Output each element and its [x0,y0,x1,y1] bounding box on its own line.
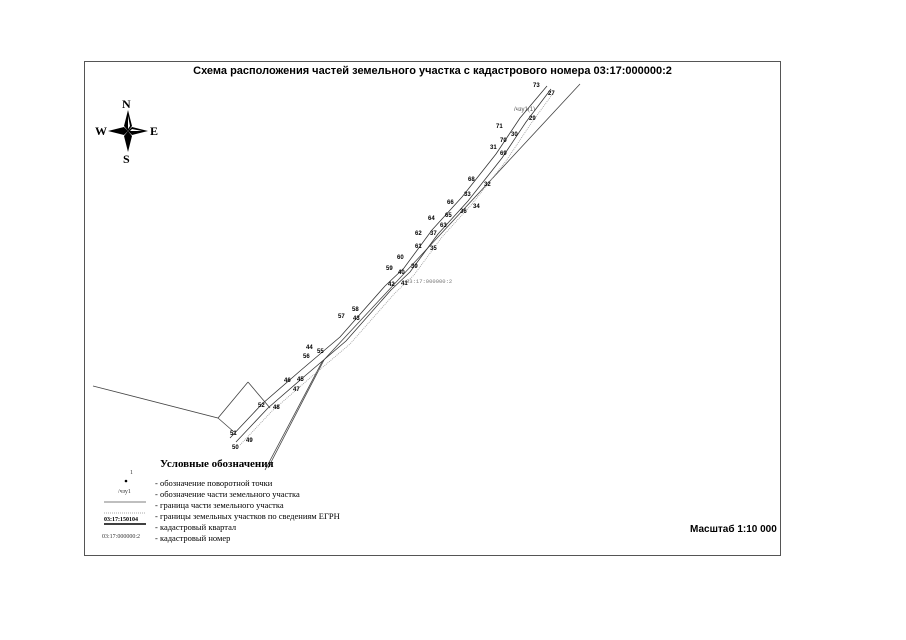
legend-item-egrn: - границы земельных участков по сведениям ЕГРН [155,511,340,521]
part-label: /чзу1(1) [514,107,536,113]
legend-title: Условные обозначения [160,458,274,470]
compass-east: E [150,124,159,138]
turning-point-36: 36 [460,209,467,215]
turning-point-34: 34 [473,204,480,210]
turning-point-48: 48 [273,405,280,411]
turning-point-35: 35 [430,246,437,252]
turning-point-64: 64 [428,216,435,222]
turning-point-69: 69 [500,151,507,157]
compass-west: W [95,124,107,138]
turning-point-33: 33 [464,192,471,198]
turning-point-68: 68 [468,177,475,183]
cadastral-number-label: 03:17:000000:2 [406,278,453,285]
turning-point-63: 63 [440,223,447,229]
turning-point-61: 61 [415,244,422,250]
turning-point-46: 46 [284,378,291,384]
turning-point-52: 52 [258,403,265,409]
turning-point-66: 66 [447,200,454,206]
turning-point-55: 55 [317,349,324,355]
legend-item-part: - обозначение части земельного участка [155,489,300,499]
turning-point-60: 60 [397,255,404,261]
turning-point-40: 40 [398,270,405,276]
turning-point-27: 27 [548,91,555,97]
turning-point-43: 43 [353,316,360,322]
turning-point-56: 56 [303,354,310,360]
legend-point-icon [125,480,128,483]
turning-point-41: 41 [401,281,408,287]
turning-point-32: 32 [484,182,491,188]
turning-points-layer [230,83,555,451]
turning-point-30: 30 [511,132,518,138]
turning-point-31: 31 [490,145,497,151]
turning-point-45: 45 [297,377,304,383]
compass-rose-icon [108,110,148,152]
turning-point-44: 44 [306,345,313,351]
legend-symbol-part: /чзу1 [118,489,131,495]
legend-item-point: - обозначение поворотной точки [155,478,273,488]
turning-point-59: 59 [386,266,393,272]
turning-point-58: 58 [352,307,359,313]
turning-point-70: 70 [500,138,507,144]
legend-symbol-quarter: 03:17:150104 [104,517,138,523]
legend-symbol-point: 1 [130,470,133,476]
turning-point-49: 49 [246,438,253,444]
turning-point-57: 57 [338,314,345,320]
egrn-boundaries [93,84,580,470]
legend-item-cadnum: - кадастровый номер [155,533,231,543]
compass-south: S [123,152,130,166]
compass-north: N [122,97,131,111]
turning-point-47: 47 [293,387,300,393]
map-title: Схема расположения частей земельного участка с кадастрового номера 03:17:000000:2 [193,65,672,77]
turning-point-29: 29 [529,116,536,122]
turning-point-62: 62 [415,231,422,237]
turning-point-65: 65 [445,213,452,219]
turning-point-51: 51 [230,431,237,437]
legend-item-part-boundary: - граница части земельного участка [155,500,284,510]
legend-symbol-cadnum: 03:17:000000:2 [102,534,141,540]
turning-point-39: 39 [411,264,418,270]
map-scale: Масштаб 1:10 000 [690,524,777,535]
turning-point-37: 37 [430,231,437,237]
turning-point-73: 73 [533,83,540,89]
turning-point-50: 50 [232,445,239,451]
turning-point-42: 42 [388,282,395,288]
legend-item-quarter: - кадастровый квартал [155,522,237,532]
turning-point-71: 71 [496,124,503,130]
